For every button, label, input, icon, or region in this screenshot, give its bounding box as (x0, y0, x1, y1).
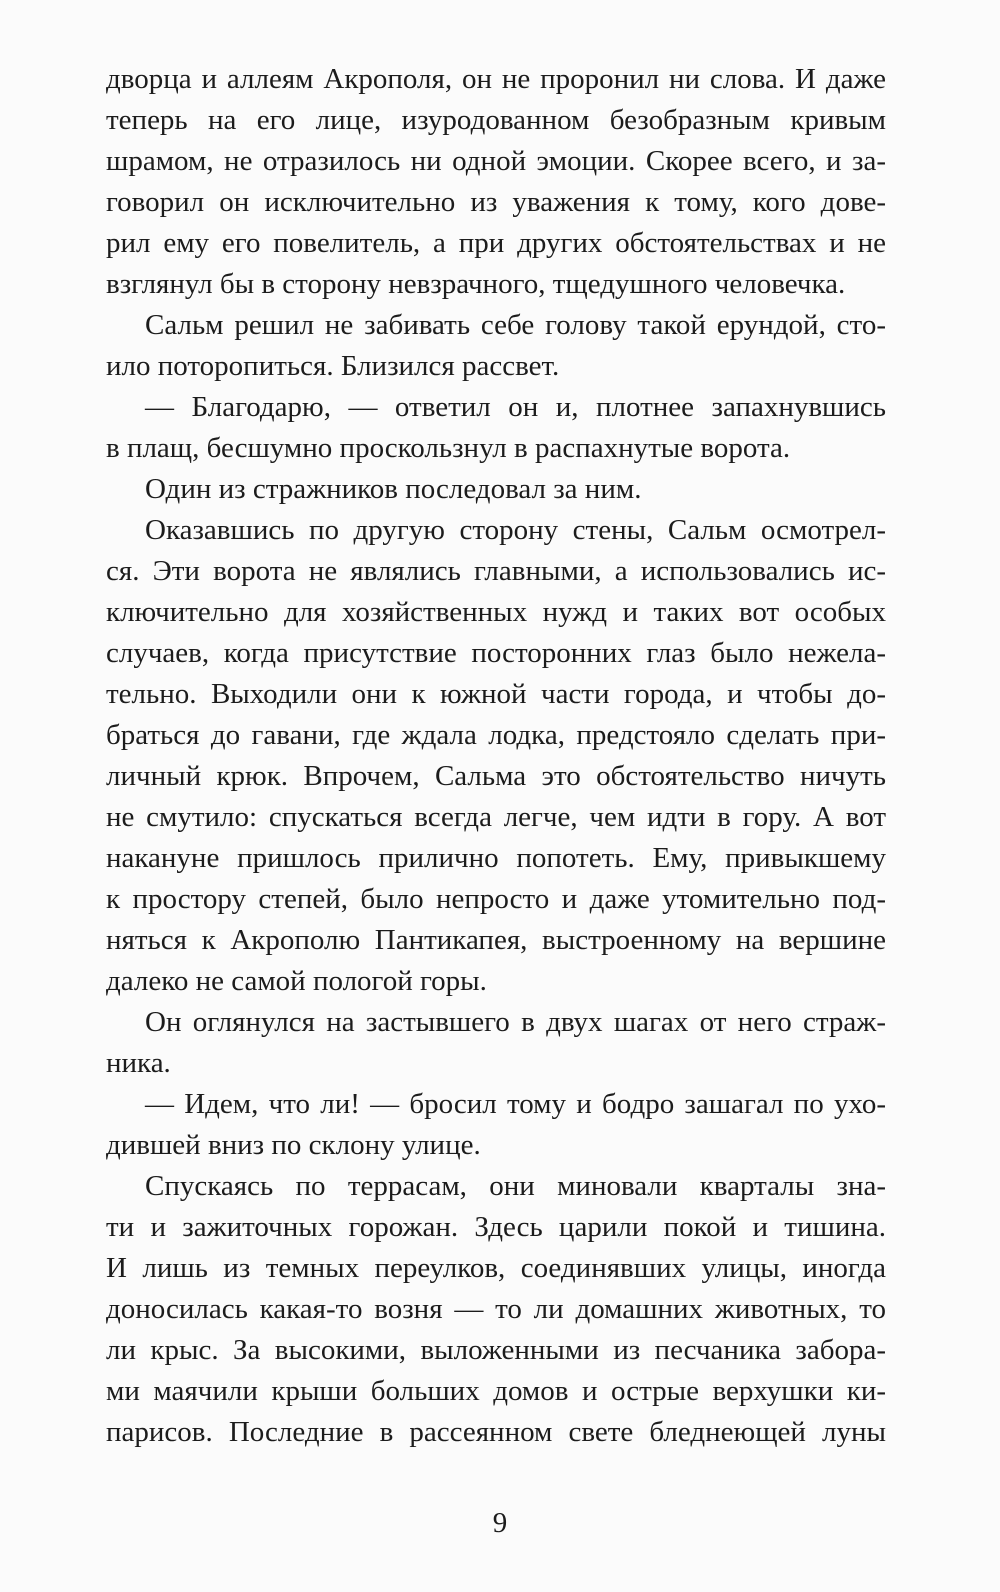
text-line: личный крюк. Впрочем, Сальма это обстоятельство ничуть (106, 760, 886, 792)
text-line: ли крыс. За высокими, выложенными из песчаника забора- (106, 1334, 886, 1366)
text-line: далеко не самой пологой горы. (106, 965, 487, 997)
paragraph (106, 305, 886, 387)
text-line: Сальм решил не забивать себе голову такой ерундой, сто- (145, 309, 886, 341)
text-line: няться к Акрополю Пантикапея, выстроенному на вершине (106, 924, 886, 956)
text-line: не смутило: спускаться всегда легче, чем идти в гору. А вот (106, 801, 886, 833)
text-line: — Идем, что ли! — бросил тому и бодро зашагал по ухо- (145, 1088, 886, 1120)
paragraph (106, 510, 886, 1002)
text-line: Оказавшись по другую сторону стены, Сальм осмотрел- (145, 514, 886, 546)
paragraph (106, 59, 886, 305)
text-line: рил ему его повелитель, а при других обстоятельствах и не (106, 227, 886, 259)
text-line: взглянул бы в сторону невзрачного, тщедушного человечка. (106, 268, 846, 300)
text-line: накануне пришлось прилично попотеть. Ему, привыкшему (106, 842, 886, 874)
text-line: браться до гавани, где ждала лодка, предстояло сделать при- (106, 719, 886, 751)
paragraph (106, 1166, 886, 1453)
page-number: 9 (492, 1507, 508, 1539)
text-line: к простору степей, было непросто и даже утомительно под- (106, 883, 886, 915)
text-line: И лишь из темных переулков, соединявших улицы, иногда (106, 1252, 886, 1284)
text-line: тельно. Выходили они к южной части города, и чтобы до- (106, 678, 886, 710)
text-line: ти и зажиточных горожан. Здесь царили покой и тишина. (106, 1211, 886, 1243)
text-line: парисов. Последние в рассеянном свете бледнеющей луны (106, 1416, 886, 1448)
text-line: дворца и аллеям Акрополя, он не проронил ни слова. И даже (106, 63, 886, 95)
text-line: говорил он исключительно из уважения к тому, кого дове- (106, 186, 886, 218)
text-line: доносилась какая-то возня — то ли домашних животных, то (106, 1293, 886, 1325)
text-line: теперь на его лице, изуродованном безобразным кривым (106, 104, 886, 136)
paragraph (106, 1084, 886, 1166)
text-line: ключительно для хозяйственных нужд и таких вот особых (106, 596, 886, 628)
text-line: шрамом, не отразилось ни одной эмоции. Скорее всего, и за- (106, 145, 886, 177)
text-line: — Благодарю, — ответил он и, плотнее запахнувшись (145, 391, 886, 423)
paragraph (106, 387, 886, 469)
paragraph (106, 469, 886, 510)
text-line: ся. Эти ворота не являлись главными, а использовались ис- (106, 555, 886, 587)
text-line: Один из стражников последовал за ним. (145, 473, 642, 505)
paragraph (106, 1002, 886, 1084)
text-line: в плащ, бесшумно проскользнул в распахнутые ворота. (106, 432, 791, 464)
text-line: ника. (106, 1047, 171, 1079)
text-line: ми маячили крыши больших домов и острые верхушки ки- (106, 1375, 886, 1407)
text-line: дившей вниз по склону улице. (106, 1129, 481, 1161)
text-line: Он оглянулся на застывшего в двух шагах от него страж- (145, 1006, 886, 1038)
text-line: ило поторопиться. Близился рассвет. (106, 350, 560, 382)
page-body (106, 59, 886, 1453)
text-line: Спускаясь по террасам, они миновали кварталы зна- (145, 1170, 886, 1202)
text-line: случаев, когда присутствие посторонних глаз было нежела- (106, 637, 886, 669)
